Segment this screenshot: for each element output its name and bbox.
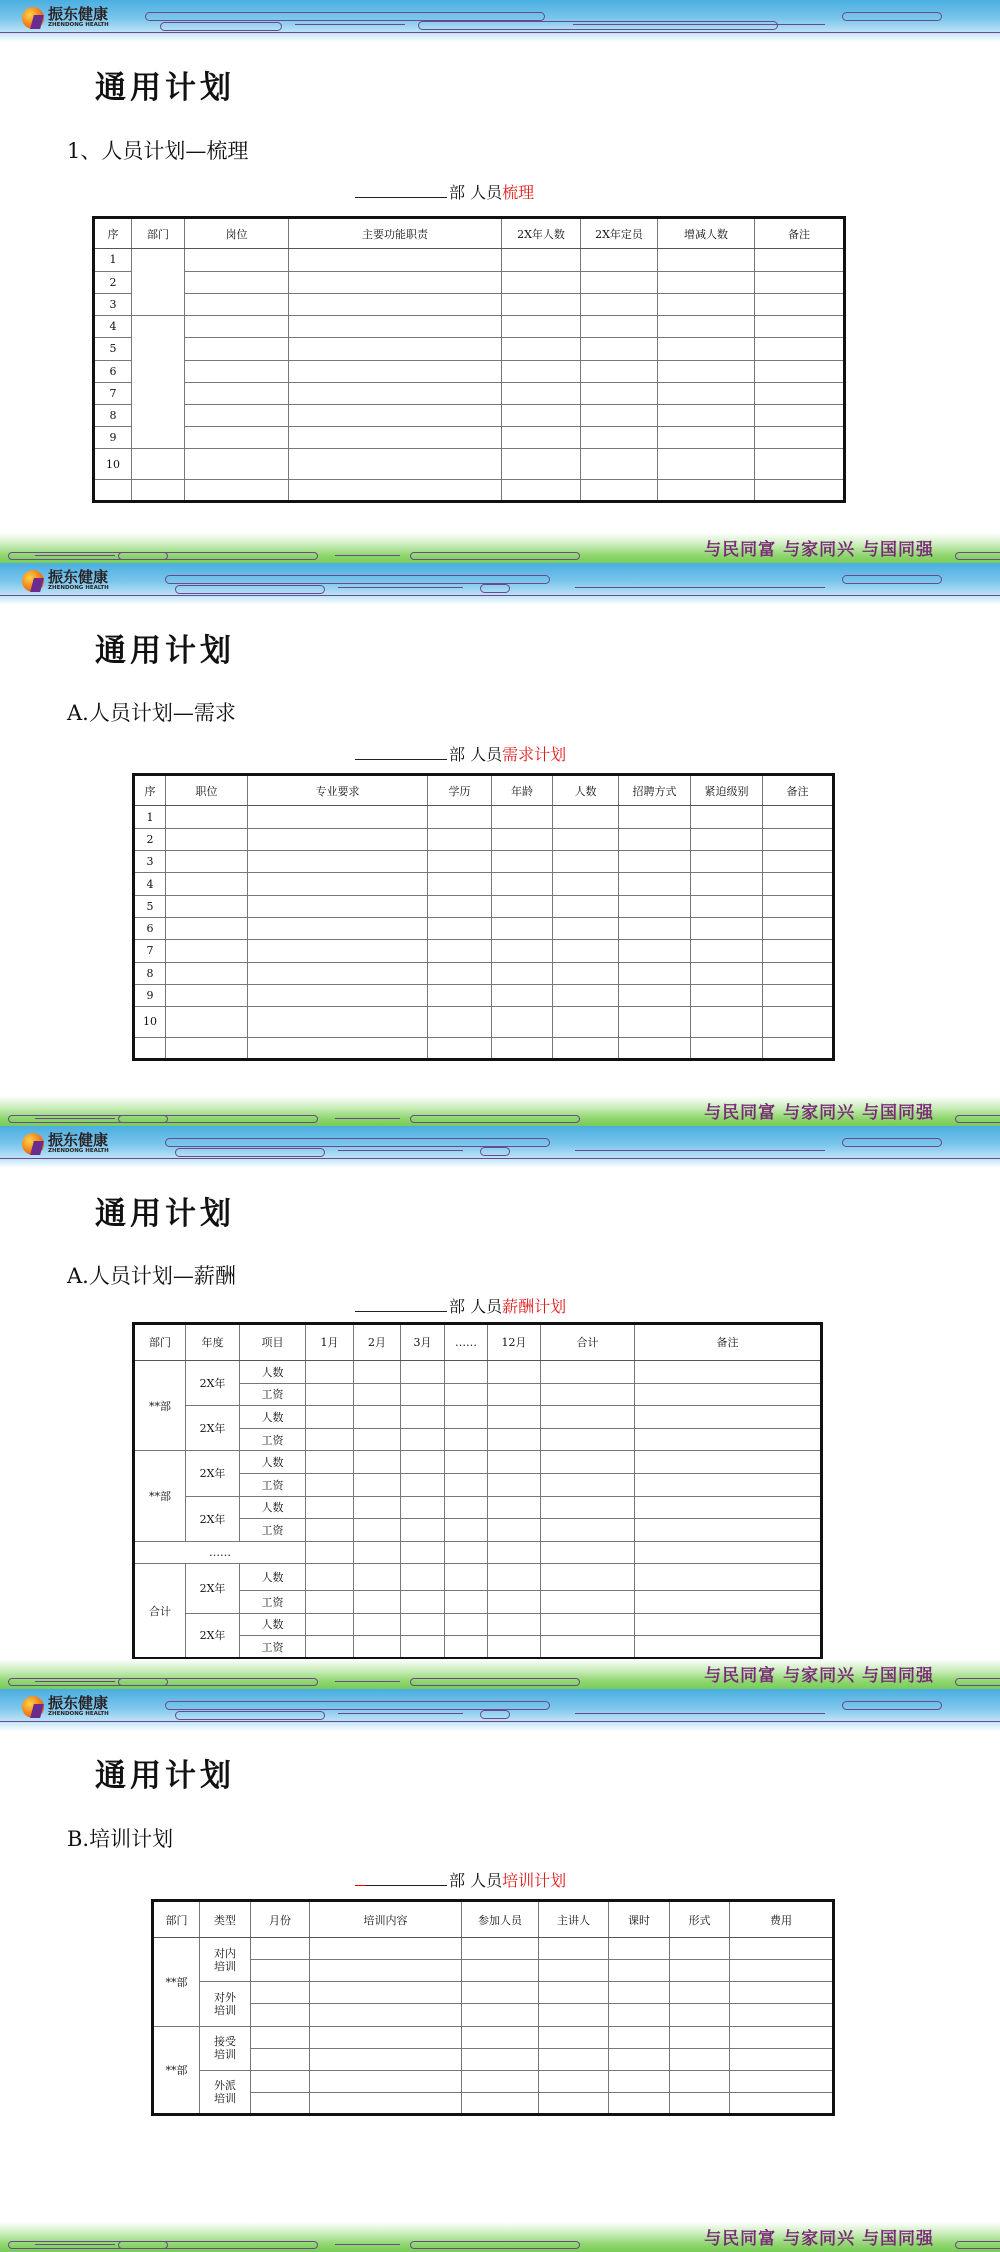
table-row: 工资 [134, 1383, 822, 1406]
decor-scroll [165, 575, 550, 584]
department-blank-field[interactable] [355, 184, 447, 198]
department-blank-field[interactable] [355, 1872, 447, 1886]
decor-rail [35, 555, 115, 556]
slide-2-footer-band [0, 1096, 1000, 1126]
decor-scroll [955, 552, 1000, 560]
table-row: 9 [134, 984, 834, 1006]
logo-emblem-icon [22, 7, 44, 29]
slide-3-caption: 部 人员薪酬计划 [355, 1294, 566, 1317]
table-row: 对外培训 [153, 1982, 834, 2004]
slogan: 与民同富 与家同兴 与国同强 [704, 540, 934, 560]
total-row: 工资 [134, 1591, 822, 1614]
slogan: 与民同富 与家同兴 与国同强 [704, 2229, 934, 2249]
slide-2-caption: 部 人员需求计划 [355, 742, 566, 765]
table-row: 7 [134, 940, 834, 962]
table-row: 9 [94, 427, 845, 449]
staffing-demand-table [132, 773, 835, 1061]
slide-2-subtitle: A.人员计划—需求 [67, 701, 236, 725]
logo-emblem-icon [22, 1696, 44, 1718]
slide-1-subtitle: 1、人员计划—梳理 [67, 139, 249, 163]
table-row: 10 [134, 1007, 834, 1037]
slide-3-header-band [0, 1126, 1000, 1168]
department-blank-field[interactable] [355, 746, 447, 760]
table-row: 2X年 人数 [134, 1496, 822, 1519]
decor-scroll [480, 584, 510, 593]
brand-logo: 振东健康 ZHENDONG HEALTH [22, 1130, 109, 1158]
slide-4-footer-band [0, 2222, 1000, 2252]
table-row: 5 [134, 895, 834, 917]
table-header-row: 序 部门 岗位 主要功能职责 2X年人数 2X年定员 增减人数 备注 [94, 218, 845, 249]
decor-rail [335, 555, 400, 556]
decor-scroll [842, 1138, 942, 1147]
table-header-row: 部门 年度 项目 1月 2月 3月 …… 12月 合计 备注 [134, 1324, 822, 1361]
slogan: 与民同富 与家同兴 与国同强 [704, 1666, 934, 1686]
table-row: 2 [134, 828, 834, 850]
decor-rail [35, 1118, 115, 1119]
table-row: 5 [94, 338, 845, 360]
salary-plan-table [132, 1322, 823, 1660]
logo-emblem-icon [22, 1133, 44, 1155]
decor-rail [335, 2244, 400, 2245]
table-row: 4 [134, 873, 834, 895]
decor-scroll [118, 1115, 318, 1123]
table-row: 8 [94, 404, 845, 426]
brand-logo: 振东健康 ZHENDONG HEALTH [22, 1693, 109, 1721]
table-row [153, 1960, 834, 1982]
total-row: 合计 2X年 人数 [134, 1564, 822, 1591]
decor-rail [295, 24, 405, 25]
table-row [153, 2048, 834, 2070]
decor-scroll [410, 1678, 580, 1686]
table-row: 3 [134, 851, 834, 873]
slide-4-title: 通用计划 [95, 1758, 235, 1794]
table-row: 3 [94, 293, 845, 315]
decor-rail [35, 2244, 115, 2245]
department-blank-field[interactable] [355, 1298, 447, 1312]
table-row: 7 [94, 382, 845, 404]
slide-1-header-band [0, 0, 1000, 42]
table-row: 6 [94, 360, 845, 382]
decor-scroll [842, 12, 942, 21]
table-row: 2 [94, 271, 845, 293]
table-row: 2X年 人数 [134, 1406, 822, 1429]
training-plan-table [151, 1899, 835, 2116]
decor-scroll [118, 1678, 318, 1686]
slide-2-header-band [0, 563, 1000, 605]
decor-scroll [175, 585, 325, 594]
slogan: 与民同富 与家同兴 与国同强 [704, 1103, 934, 1123]
slide-1-caption: 部 人员梳理 [355, 180, 534, 203]
decor-rail [338, 1713, 463, 1714]
decor-scroll [160, 22, 282, 31]
table-row: 1 [134, 806, 834, 828]
slide-4-header-band [0, 1689, 1000, 1731]
staff-review-table [92, 216, 846, 503]
table-row [94, 479, 845, 501]
decor-scroll [955, 2241, 1000, 2249]
decor-scroll [175, 1711, 325, 1720]
decor-scroll [145, 12, 545, 21]
decor-rail [573, 24, 825, 25]
decor-rail [575, 1713, 825, 1714]
decor-scroll [175, 1148, 325, 1157]
slide-4-subtitle: B.培训计划 [67, 1827, 174, 1851]
decor-scroll [165, 1138, 550, 1147]
decor-rail [335, 1681, 400, 1682]
decor-scroll [410, 552, 580, 560]
decor-rail [575, 1150, 825, 1151]
table-row [134, 1037, 834, 1059]
decor-scroll [480, 1710, 510, 1719]
total-row: 工资 [134, 1636, 822, 1659]
slide-1-title: 通用计划 [95, 70, 235, 106]
table-row: 工资 [134, 1519, 822, 1542]
logo-name-cn: 振东健康 [48, 5, 109, 24]
table-header-row: 序 职位 专业要求 学历 年龄 人数 招聘方式 紧迫级别 备注 [134, 775, 834, 806]
decor-rail [338, 1150, 463, 1151]
table-row: 4 [94, 316, 845, 338]
decor-scroll [480, 1147, 510, 1156]
decor-scroll [842, 1701, 942, 1710]
table-row: 1 [94, 249, 845, 271]
table-header-row: 部门 类型 月份 培训内容 参加人员 主讲人 课时 形式 费用 [153, 1901, 834, 1938]
decor-rail [338, 587, 463, 588]
table-row: 6 [134, 918, 834, 940]
table-row: 工资 [134, 1473, 822, 1496]
table-row: **部 接受培训 [153, 2026, 834, 2048]
decor-rail [0, 32, 1000, 33]
slide-3-subtitle: A.人员计划—薪酬 [67, 1264, 236, 1288]
decor-scroll [418, 21, 778, 30]
slide-4-caption: 部 人员培训计划 [355, 1868, 566, 1891]
slide-2-title: 通用计划 [95, 633, 235, 669]
decor-scroll [955, 1678, 1000, 1686]
decor-scroll [842, 575, 942, 584]
table-row: 工资 [134, 1428, 822, 1451]
slide-3-title: 通用计划 [95, 1196, 235, 1232]
slide-3-footer-band [0, 1659, 1000, 1689]
decor-scroll [118, 552, 318, 560]
table-row: **部 对内培训 [153, 1938, 834, 1960]
decor-scroll [410, 1115, 580, 1123]
decor-rail [35, 1681, 115, 1682]
table-row: 10 [94, 449, 845, 479]
table-row: 8 [134, 962, 834, 984]
decor-scroll [165, 1701, 550, 1710]
ellipsis-row: …… [134, 1541, 822, 1564]
decor-scroll [118, 2241, 318, 2249]
decor-scroll [955, 1115, 1000, 1123]
decor-rail [335, 1118, 400, 1119]
decor-rail [0, 1721, 1000, 1722]
table-row: **部 2X年 人数 [134, 1360, 822, 1383]
decor-rail [0, 595, 1000, 596]
logo-name-en: ZHENDONG HEALTH [48, 22, 109, 29]
total-row: 2X年 人数 [134, 1613, 822, 1636]
slide-1-footer-band [0, 533, 1000, 563]
decor-scroll [410, 2241, 580, 2249]
table-row: 外派培训 [153, 2070, 834, 2092]
table-row: **部 2X年 人数 [134, 1451, 822, 1474]
brand-logo: 振东健康 ZHENDONG HEALTH [22, 567, 109, 595]
decor-rail [0, 1158, 1000, 1159]
decor-rail [575, 587, 825, 588]
table-row [153, 2004, 834, 2026]
table-row [153, 2092, 834, 2114]
logo-emblem-icon [22, 570, 44, 592]
brand-logo [22, 4, 109, 32]
